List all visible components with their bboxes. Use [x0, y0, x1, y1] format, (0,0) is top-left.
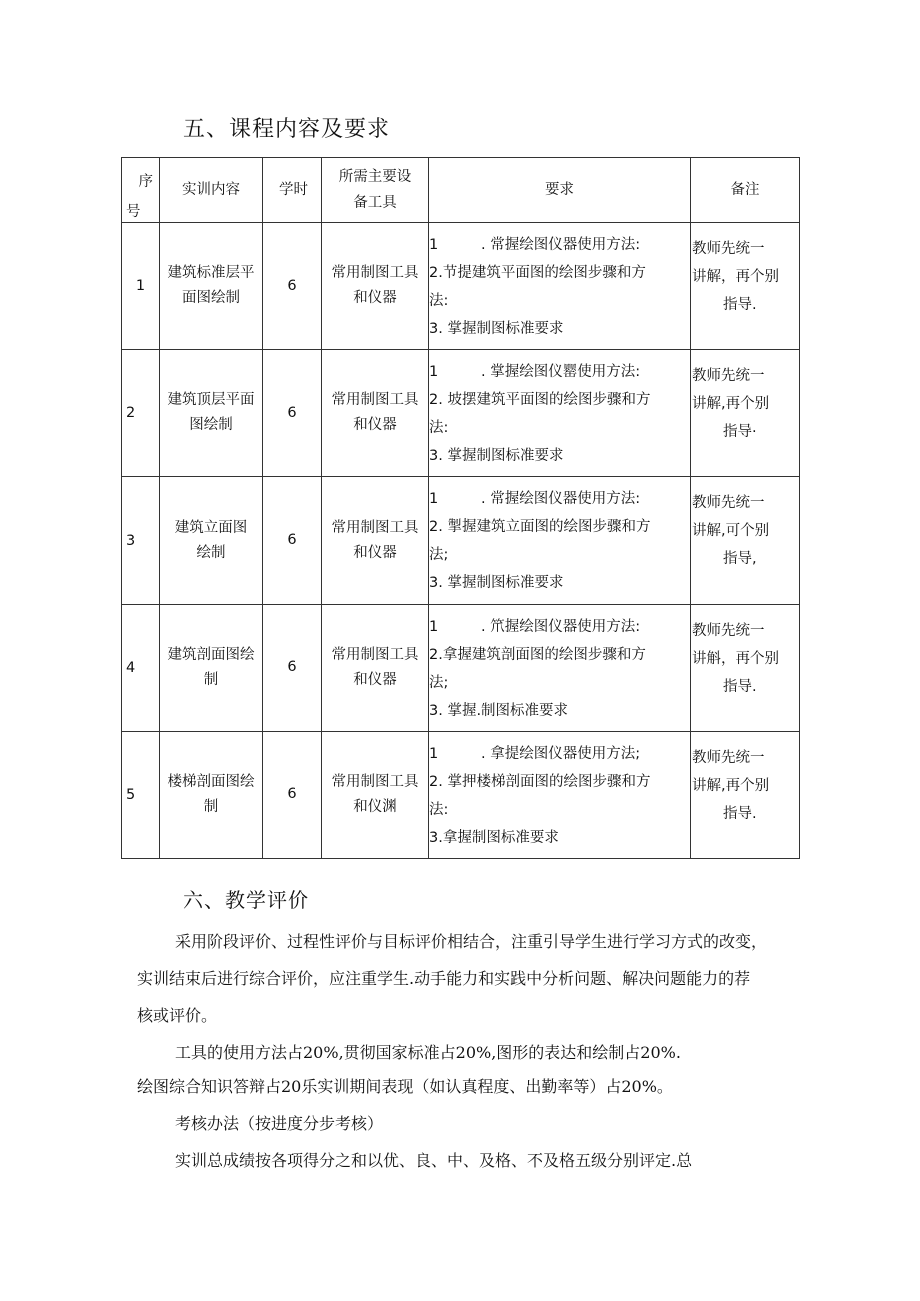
training-content: 楼梯剖面图绘 制	[160, 731, 263, 858]
row-number: 5	[122, 731, 160, 858]
table-row	[122, 731, 800, 858]
equipment: 常用制图工具 和仪器	[322, 223, 429, 350]
notes: 教师先统一 讲解，再个别 指导.	[691, 223, 800, 350]
training-content: 建筑剖面图绘 制	[160, 604, 263, 731]
requirements: 1 . 常握绘图仪器使用方法: 2. 掣握建筑立面图的绘图步骤和方 法; 3. 掌握制图标准要求	[429, 477, 691, 604]
hours: 6	[263, 223, 322, 350]
section-6-title: 六、教学评价	[183, 888, 309, 912]
hours: 6	[263, 731, 322, 858]
table-row	[122, 350, 800, 477]
header-content: 实训内容	[160, 158, 263, 223]
evaluation-paragraph-line-1: 采用阶段评价、过程性评价与目标评价相结合，注重引导学生进行学习方式的改变，	[175, 932, 768, 951]
table-row	[122, 223, 800, 350]
header-requirements: 要求	[429, 158, 691, 223]
header-equipment: 所需主要设 备工具	[322, 158, 429, 223]
hours: 6	[263, 350, 322, 477]
hours: 6	[263, 604, 322, 731]
notes: 教师先统一 讲解,再个别 指导.	[691, 731, 800, 858]
notes: 教师先统一 讲解,可个别 指导,	[691, 477, 800, 604]
requirements: 1 . 掌握绘图仪罂使用方法: 2. 坡摆建筑平面图的绘图步骤和方 法: 3. 掌握制图标准要求	[429, 350, 691, 477]
score-weights-line-1: 工具的使用方法占20%,贯彻国家标准占20%,图形的表达和绘制占20%.	[175, 1043, 681, 1062]
evaluation-paragraph-line-3: 核或评价。	[137, 1006, 218, 1025]
table-row	[122, 604, 800, 731]
score-weights-line-2: 绘图综合知识答辩占20乐实训期间表现（如认真程度、出勤率等）占20%。	[137, 1077, 673, 1096]
training-content: 建筑标准层平 面图绘制	[160, 223, 263, 350]
header-notes: 备注	[691, 158, 800, 223]
header-seq: 序 号	[122, 158, 160, 223]
hours: 6	[263, 477, 322, 604]
course-content-table	[121, 157, 800, 859]
equipment: 常用制图工具 和仪器	[322, 350, 429, 477]
evaluation-paragraph-line-2: 实训结束后进行综合评价，应注重学生.动手能力和实践中分析问题、解决问题能力的荐	[137, 969, 751, 988]
section-5-title: 五、课程内容及要求	[183, 117, 391, 142]
total-score-rule: 实训总成绩按各项得分之和以优、良、中、及格、不及格五级分别评定.总	[175, 1151, 693, 1170]
notes: 教师先统一 讲斛，再个别 指导.	[691, 604, 800, 731]
row-number: 4	[122, 604, 160, 731]
table-header-row	[122, 158, 800, 223]
row-number: 2	[122, 350, 160, 477]
requirements: 1 . 笊握绘图仪器使用方法: 2.拿握建筑剖面图的绘图步骤和方 法; 3. 掌握.制图标准要求	[429, 604, 691, 731]
header-hours: 学时	[263, 158, 322, 223]
equipment: 常用制图工具 和仪器	[322, 477, 429, 604]
equipment: 常用制图工具 和仪器	[322, 604, 429, 731]
requirements: 1 . 常握绘图仪器使用方法: 2.节提建筑平面图的绘图步骤和方 法: 3. 掌握制图标准要求	[429, 223, 691, 350]
training-content: 建筑立面图 绘制	[160, 477, 263, 604]
requirements: 1 . 拿提绘图仪器使用方法; 2. 掌押楼梯剖面图的绘图步骤和方 法: 3.拿握制图标准要求	[429, 731, 691, 858]
training-content: 建筑顶层平面 图绘制	[160, 350, 263, 477]
notes: 教师先统一 讲解,再个别 指导·	[691, 350, 800, 477]
row-number: 1	[122, 223, 160, 350]
table-row	[122, 477, 800, 604]
equipment: 常用制图工具 和仪渊	[322, 731, 429, 858]
assessment-method: 考核办法（按进度分步考核）	[175, 1114, 384, 1133]
row-number: 3	[122, 477, 160, 604]
